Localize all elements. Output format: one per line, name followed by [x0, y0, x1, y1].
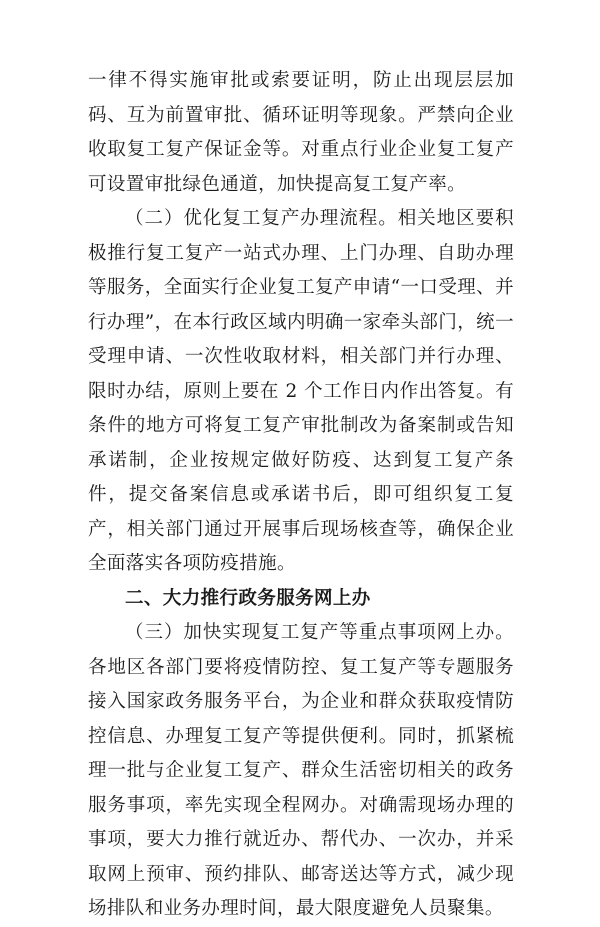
document-body — [88, 64, 514, 927]
paragraph-optimize-process: （二）优化复工复产办理流程。相关地区要积极推行复工复产一站式办理、上门办理、自助办理等服务，全面实行企业复工复产申请“一口受理、并行办理”，在本行政区域内明确一家牵头部门，统一受理申请、一次性收取材料，相关部门并行办理、限时办结，原则上要在 2 个工作日内作出答复。有条件的地方可将复工复产审批制改为备案制或告知承诺制，企业按规定做好防疫、达到复工复产条件，提交备案信息或承诺书后，即可组织复工复产，相关部门通过开展事后现场核查等，确保企业全面落实各项防疫措施。 — [88, 208, 514, 574]
paragraph-online-services: （三）加快实现复工复产等重点事项网上办。各地区各部门要将疫情防控、复工复产等专题服务接入国家政务服务平台，为企业和群众获取疫情防控信息、办理复工复产等提供便利。同时，抓紧梳理一批与企业复工复产、群众生活密切相关的政务服务事项，率先实现全程网办。对确需现场办理的事项，要大力推行就近办、帮代办、一次办，并采取网上预审、预约排队、邮寄送达等方式，减少现场排队和业务办理时间，最大限度避免人员聚集。 — [88, 622, 514, 919]
paragraph-continuation: 一律不得实施审批或索要证明，防止出现层层加码、互为前置审批、循环证明等现象。严禁向企业收取复工复产保证金等。对重点行业企业复工复产可设置审批绿色通道，加快提高复工复产率。 — [88, 70, 514, 195]
section-heading: 二、大力推行政务服务网上办 — [125, 587, 371, 609]
